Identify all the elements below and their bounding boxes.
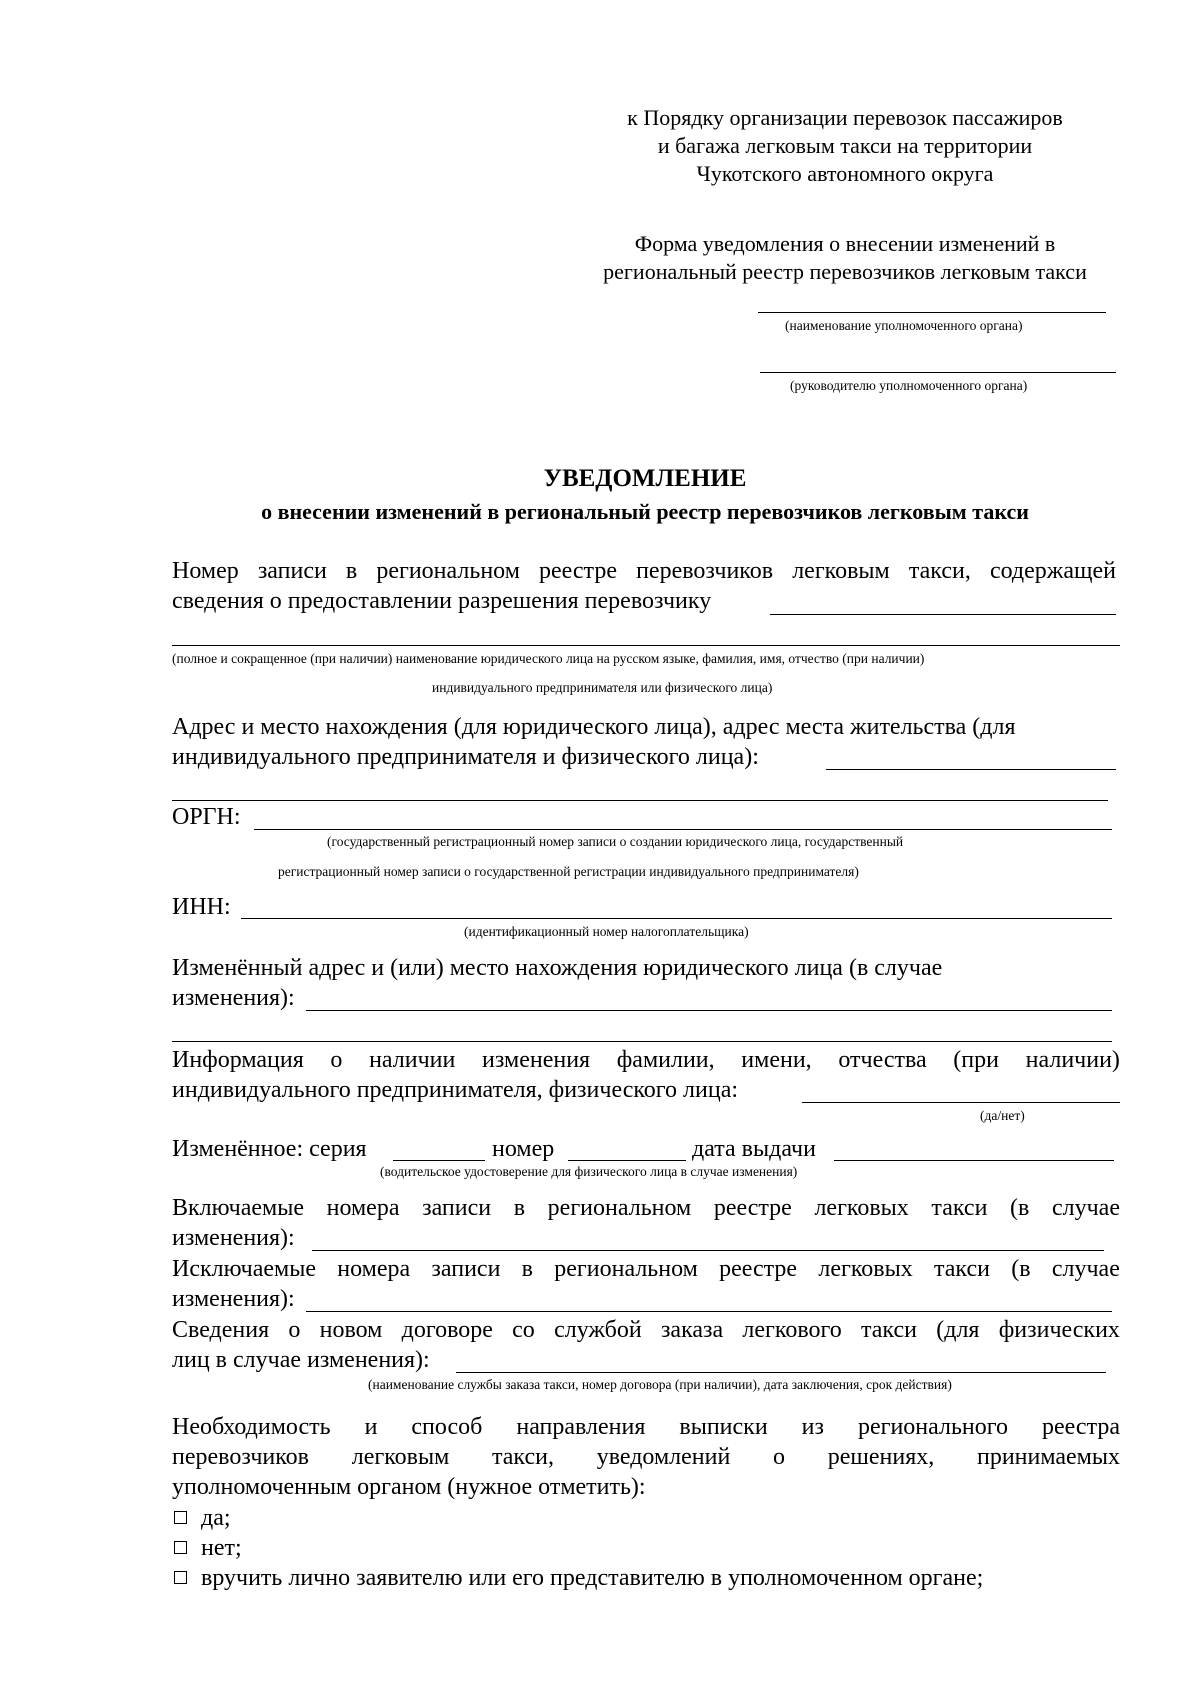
word: Включаемые: [172, 1195, 304, 1221]
word: наличии): [1025, 1047, 1120, 1073]
document-subtitle: о внесении изменений в региональный реестр перевозчиков легковым такси: [261, 499, 1029, 524]
excluded-label-2: изменения):: [172, 1286, 295, 1312]
option-hand-deliver[interactable]: [174, 1563, 983, 1593]
address-label-1: Адрес и место нахождения (для юридического лица), адрес места жительства (для: [172, 714, 1016, 740]
word: изменения: [482, 1047, 591, 1073]
authority-name-hint: (наименование уполномоченного органа): [785, 318, 1023, 333]
word: региональном: [554, 1256, 698, 1282]
appendix-line-3: Чукотского автономного округа: [696, 161, 994, 186]
word: (при: [953, 1047, 999, 1073]
word: региональном: [547, 1195, 692, 1221]
included-line-1: [172, 1193, 1120, 1223]
word: записи: [431, 1256, 501, 1282]
word: наличии: [369, 1047, 456, 1073]
document-title: УВЕДОМЛЕНИЕ: [543, 465, 747, 492]
word: реестре: [538, 558, 617, 584]
word: в: [521, 1256, 534, 1282]
necessity-line-1: Необходимость и способ направления выписки из регионального реестра: [172, 1414, 1120, 1440]
word: Сведения: [172, 1317, 270, 1343]
option-yes[interactable]: [174, 1503, 231, 1533]
word: такси: [931, 1195, 988, 1221]
word: в: [513, 1195, 526, 1221]
word: записи: [422, 1195, 492, 1221]
changed-address-label-1: Изменённый адрес и (или) место нахождения юридического лица (в случае: [172, 955, 943, 981]
excluded-line-1: [172, 1254, 1120, 1284]
authority-head-field[interactable]: [760, 372, 1116, 373]
license-hint: (водительское удостоверение для физического лица в случае изменения): [380, 1164, 798, 1179]
word: легковым: [792, 558, 890, 584]
checkbox-yes[interactable]: [174, 1511, 187, 1524]
checkbox-hand-deliver[interactable]: [174, 1571, 187, 1584]
name-change-field[interactable]: [802, 1102, 1120, 1103]
appendix-line-1: к Порядку организации перевозок пассажиров: [627, 105, 1063, 130]
changed-address-field-continued[interactable]: [172, 1041, 1112, 1042]
contract-line-1: [172, 1315, 1120, 1345]
form-caption-line-2: региональный реестр перевозчиков легковым такси: [603, 259, 1087, 284]
word: реестре: [719, 1256, 798, 1282]
included-field[interactable]: [312, 1250, 1104, 1251]
word: содержащей: [989, 558, 1116, 584]
changed-number-label: номер: [492, 1136, 555, 1162]
carrier-name-hint-1: (полное и сокращенное (при наличии) наименование юридического лица на русском языке, фамилия, имя, отчество (при наличии): [172, 651, 925, 666]
address-label-2: индивидуального предпринимателя и физического лица):: [172, 744, 759, 770]
word: такси: [861, 1317, 917, 1343]
authority-name-field[interactable]: [758, 312, 1106, 313]
ogrn-label: ОРГН:: [172, 804, 241, 830]
carrier-name-hint-2: индивидуального предпринимателя или физического лица): [432, 680, 773, 695]
word: службой: [554, 1317, 642, 1343]
word: Исключаемые: [172, 1256, 316, 1282]
word: о: [288, 1317, 301, 1343]
word: случае: [1051, 1256, 1120, 1282]
option-no-label: нет;: [201, 1535, 242, 1561]
word: такси: [934, 1256, 990, 1282]
word: (в: [1010, 1195, 1030, 1221]
word: реестре: [713, 1195, 792, 1221]
changed-series-field[interactable]: [393, 1160, 485, 1161]
word: Информация: [172, 1047, 304, 1073]
word: такси,: [908, 558, 971, 584]
appendix-reference: [560, 104, 1130, 188]
carrier-name-field[interactable]: [172, 645, 1120, 646]
name-change-hint: (да/нет): [980, 1108, 1025, 1123]
word: фамилии,: [616, 1047, 715, 1073]
form-caption: [560, 230, 1130, 286]
word: легкового: [742, 1317, 842, 1343]
word: номера: [326, 1195, 400, 1221]
address-field-continued[interactable]: [172, 800, 1108, 801]
form-caption-line-1: Форма уведомления о внесении изменений в: [634, 231, 1056, 256]
word: договоре: [401, 1317, 493, 1343]
record-number-field[interactable]: [770, 614, 1116, 615]
changed-date-label: дата выдачи: [692, 1136, 816, 1162]
name-change-line-1: [172, 1045, 1120, 1075]
word: записи: [257, 558, 327, 584]
ogrn-field[interactable]: [254, 829, 1112, 830]
ogrn-hint-2: регистрационный номер записи о государственной регистрации индивидуального предпринимателя): [278, 864, 859, 879]
name-change-label-2: индивидуального предпринимателя, физического лица:: [172, 1077, 739, 1103]
address-field[interactable]: [826, 769, 1116, 770]
word: новом: [319, 1317, 383, 1343]
word: физических: [998, 1317, 1120, 1343]
word: о: [330, 1047, 343, 1073]
option-yes-label: да;: [201, 1505, 231, 1531]
checkbox-no[interactable]: [174, 1541, 187, 1554]
contract-hint: (наименование службы заказа такси, номер договора (при наличии), дата заключения, срок действия): [368, 1377, 952, 1392]
word: (для: [936, 1317, 980, 1343]
word: случае: [1051, 1195, 1120, 1221]
changed-address-label-2: изменения):: [172, 985, 295, 1011]
changed-series-label: Изменённое: серия: [172, 1136, 367, 1162]
necessity-line-2: перевозчиков легковым такси, уведомлений о решениях, принимаемых: [172, 1444, 1120, 1470]
ogrn-hint-1: (государственный регистрационный номер записи о создании юридического лица, государственный: [327, 834, 904, 849]
word: номера: [337, 1256, 411, 1282]
included-label-2: изменения):: [172, 1225, 295, 1251]
option-hand-deliver-label: вручить лично заявителю или его представителю в уполномоченном органе;: [201, 1565, 984, 1591]
contract-field[interactable]: [456, 1372, 1106, 1373]
word: региональном: [376, 558, 520, 584]
changed-date-field[interactable]: [834, 1160, 1114, 1161]
record-number-line-1: [172, 556, 1116, 586]
word: Номер: [172, 558, 239, 584]
authority-head-hint: (руководителю уполномоченного органа): [790, 378, 1028, 393]
word: отчества: [838, 1047, 927, 1073]
appendix-line-2: и багажа легковым такси на территории: [657, 133, 1033, 158]
word: со: [512, 1317, 535, 1343]
inn-label: ИНН:: [172, 894, 231, 920]
inn-hint: (идентификационный номер налогоплательщика): [464, 924, 749, 939]
necessity-line-3: уполномоченным органом (нужное отметить):: [172, 1474, 646, 1500]
contract-label-2: лиц в случае изменения):: [172, 1347, 430, 1373]
word: заказа: [660, 1317, 724, 1343]
changed-number-field[interactable]: [568, 1160, 686, 1161]
word: легковых: [814, 1195, 909, 1221]
word: в: [345, 558, 358, 584]
option-no[interactable]: [174, 1533, 242, 1563]
word: легковых: [818, 1256, 913, 1282]
word: имени,: [741, 1047, 812, 1073]
changed-address-field[interactable]: [306, 1010, 1112, 1011]
record-number-label-2: сведения о предоставлении разрешения перевозчику: [172, 588, 712, 614]
excluded-field[interactable]: [306, 1311, 1112, 1312]
word: (в: [1011, 1256, 1031, 1282]
word: перевозчиков: [636, 558, 774, 584]
inn-field[interactable]: [241, 918, 1112, 919]
